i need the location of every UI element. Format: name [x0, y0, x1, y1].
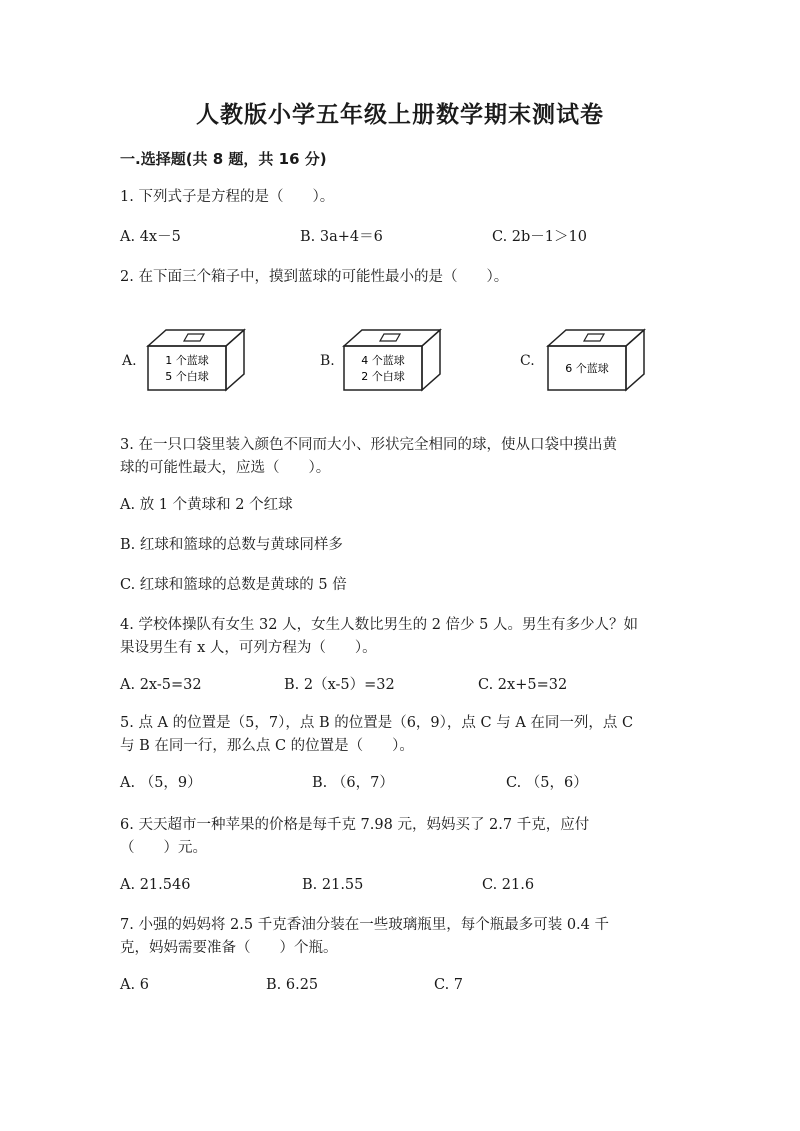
question-7-option-a: A. 6 [120, 977, 149, 993]
question-4-option-b: B. 2（x-5）=32 [284, 677, 395, 693]
question-4-line-2: 果设男生有 x 人，可列方程为（ ）。 [120, 640, 377, 656]
question-7-line-2: 克，妈妈需要准备（ ）个瓶。 [120, 940, 338, 956]
question-3-option-c: C. 红球和篮球的总数是黄球的 5 倍 [120, 577, 347, 593]
question-2-option-c: C. [520, 353, 535, 369]
question-1-option-c: C. 2b－1＞10 [492, 229, 587, 245]
section-heading: 一.选择题(共 8 题，共 16 分) [120, 150, 327, 168]
question-6-option-b: B. 21.55 [302, 877, 364, 893]
question-6-line-2: （ ）元。 [120, 840, 207, 856]
box-b-line-2: 2 个白球 [361, 370, 405, 383]
question-2 [120, 266, 680, 289]
question-1-option-b: B. 3a+4＝6 [300, 229, 383, 245]
question-3 [120, 434, 680, 480]
box-c-figure [540, 324, 650, 394]
question-4-line-1: 4. 学校体操队有女生 32 人，女生人数比男生的 2 倍少 5 人。男生有多少人？如 [120, 617, 638, 633]
question-5 [120, 712, 680, 758]
question-4-option-c: C. 2x+5=32 [478, 677, 568, 693]
question-5-option-b: B. （6，7） [312, 775, 394, 791]
question-5-option-c: C. （5，6） [506, 775, 588, 791]
question-1 [120, 186, 680, 209]
question-3-line-1: 3. 在一只口袋里装入颜色不同而大小、形状完全相同的球，使从口袋中摸出黄 [120, 437, 617, 453]
question-1-line-1: 1. 下列式子是方程的是（ ）。 [120, 189, 335, 205]
box-a-line-2: 5 个白球 [165, 370, 209, 383]
question-2-option-b: B. [320, 353, 335, 369]
question-6-option-c: C. 21.6 [482, 877, 535, 893]
page-title: 人教版小学五年级上册数学期末测试卷 [196, 102, 604, 128]
question-6-line-1: 6. 天天超市一种苹果的价格是每千克 7.98 元，妈妈买了 2.7 千克，应付 [120, 817, 590, 833]
question-4 [120, 614, 680, 660]
question-5-line-1: 5. 点 A 的位置是（5，7），点 B 的位置是（6，9），点 C 与 A 在同一列，点 C [120, 715, 634, 731]
question-4-option-a: A. 2x-5=32 [120, 677, 202, 693]
question-5-option-a: A. （5，9） [120, 775, 202, 791]
question-3-option-a: A. 放 1 个黄球和 2 个红球 [120, 497, 293, 513]
question-3-option-b: B. 红球和篮球的总数与黄球同样多 [120, 537, 343, 553]
question-2-option-a: A. [122, 353, 137, 369]
question-7 [120, 914, 680, 960]
box-a-line-1: 1 个蓝球 [165, 354, 209, 367]
question-7-line-1: 7. 小强的妈妈将 2.5 千克香油分装在一些玻璃瓶里，每个瓶最多可装 0.4 千 [120, 917, 609, 933]
box-a-figure [140, 324, 250, 394]
box-c-line-1: 6 个蓝球 [565, 362, 609, 375]
question-6-option-a: A. 21.546 [120, 877, 191, 893]
question-1-option-a: A. 4x－5 [120, 229, 181, 245]
question-5-line-2: 与 B 在同一行，那么点 C 的位置是（ ）。 [120, 738, 414, 754]
question-6 [120, 814, 680, 860]
question-3-line-2: 球的可能性最大，应选（ ）。 [120, 460, 331, 476]
question-7-option-b: B. 6.25 [266, 977, 319, 993]
box-b-figure [336, 324, 446, 394]
question-7-option-c: C. 7 [434, 977, 464, 993]
box-b-line-1: 4 个蓝球 [361, 354, 405, 367]
question-2-line-1: 2. 在下面三个箱子中，摸到蓝球的可能性最小的是（ ）。 [120, 269, 509, 285]
